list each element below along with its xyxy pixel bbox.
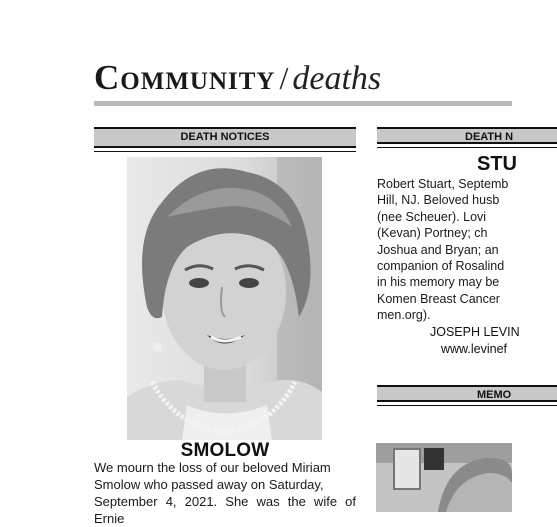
section-title: Community: [94, 58, 276, 97]
obituary-line: men.org).: [377, 308, 431, 323]
section-subtitle: deaths: [292, 60, 382, 97]
obituary-name-right: STU: [477, 153, 517, 175]
death-notices-heading: DEATH NOTICES: [94, 127, 356, 148]
obituary-portrait-photo: [127, 157, 322, 440]
obituary-line: Komen Breast Cancer: [377, 291, 500, 306]
obituary-line: (nee Scheuer). Lovi: [377, 209, 487, 224]
memorial-heading: MEMO: [377, 385, 557, 402]
funeral-home-name: JOSEPH LEVIN: [430, 325, 520, 339]
header-rule: [94, 101, 512, 106]
memorial-photo: [376, 443, 512, 512]
obituary-line: Smolow who passed away on Saturday,: [94, 477, 324, 492]
obituary-line: in his memory may be: [377, 275, 500, 290]
obituary-line: We mourn the loss of our beloved Miriam: [94, 460, 331, 475]
obituary-name: SMOLOW: [180, 440, 270, 461]
obituary-text-right: [377, 176, 508, 324]
obituary-line: (Kevan) Portney; ch: [377, 226, 488, 241]
obituary-line: Robert Stuart, Septemb: [377, 177, 509, 191]
obituary-line: September 4, 2021. She was the wife of Ernie: [94, 494, 356, 526]
obituary-line: Joshua and Bryan; an: [377, 242, 499, 257]
death-notices-heading-right: DEATH N: [377, 127, 557, 144]
obituary-line: companion of Rosalind: [377, 258, 505, 273]
section-header: [94, 58, 381, 98]
section-separator: /: [279, 60, 289, 96]
obituary-line: Hill, NJ. Beloved husb: [377, 193, 500, 208]
obituary-text: [94, 459, 356, 527]
funeral-home-website: www.levinef: [441, 342, 507, 356]
